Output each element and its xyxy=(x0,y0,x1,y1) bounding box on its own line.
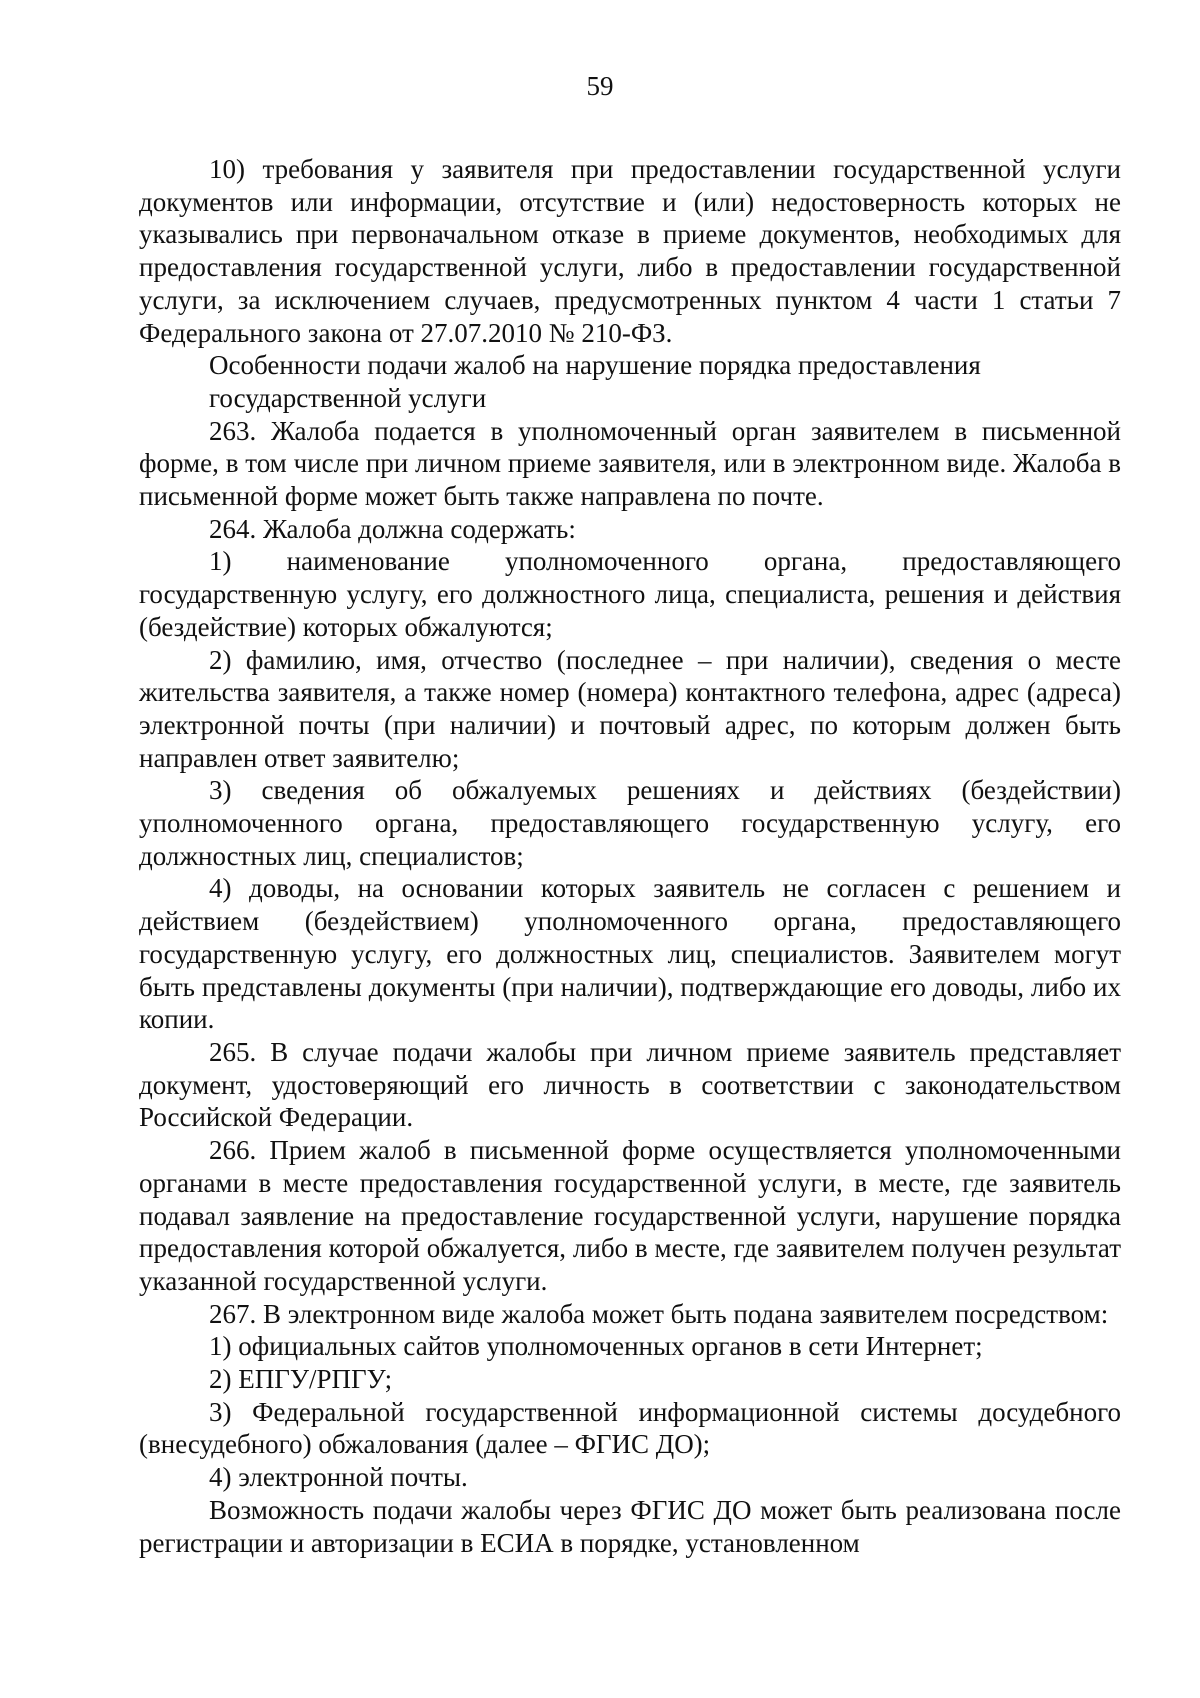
paragraph-264-item-2: 2) фамилию, имя, отчество (последнее – при наличии), сведения о месте жительства заявителя, а также номер (номера) контактного телефона, адрес (адреса) электронной почты (при наличии) и почтовый адрес, по которым должен быть направлен ответ заявителю; xyxy=(139,644,1121,773)
paragraph-267-item-3: 3) Федеральной государственной информационной системы досудебного (внесудебного) обжалования (далее – ФГИС ДО); xyxy=(139,1396,1121,1460)
paragraph-265: 265. В случае подачи жалобы при личном приеме заявитель представляет документ, удостоверяющий его личность в соответствии с законодательством Российской Федерации. xyxy=(139,1036,1121,1133)
section-heading-line-2: государственной услуги xyxy=(209,382,487,413)
page-number: 59 xyxy=(586,71,614,101)
paragraph-264-item-3: 3) сведения об обжалуемых решениях и действиях (бездействии) уполномоченного органа, предоставляющего государственную услугу, его должностных лиц, специалистов; xyxy=(139,775,1121,871)
section-heading-line-1: Особенности подачи жалоб на нарушение порядка предоставления xyxy=(209,350,981,381)
paragraph-fgis-do: Возможность подачи жалобы через ФГИС ДО может быть реализована после регистрации и авторизации в ЕСИА в порядке, установленном xyxy=(139,1494,1121,1558)
paragraph-264-item-1: 1) наименование уполномоченного органа, предоставляющего государственную услугу, его должностного лица, специалиста, решения и действия (бездействие) которых обжалуются; xyxy=(139,546,1121,642)
section-heading xyxy=(139,349,1121,414)
paragraph-267-item-1: 1) официальных сайтов уполномоченных органов в сети Интернет; xyxy=(209,1331,983,1362)
paragraph-264-item-4: 4) доводы, на основании которых заявитель не согласен с решением и действием (бездействием) уполномоченного органа, предоставляющего государственную услугу, его должностных лиц, специалистов. Заявителем могут быть представлены документы (при наличии), подтверждающие его доводы, либо их копии. xyxy=(139,873,1121,1035)
paragraph-264: 264. Жалоба должна содержать: xyxy=(209,513,576,544)
paragraph-263: 263. Жалоба подается в уполномоченный орган заявителем в письменной форме, в том числе при личном приеме заявителя, или в электронном виде. Жалоба в письменной форме может быть также направлена по почте. xyxy=(139,415,1121,512)
paragraph-267: 267. В электронном виде жалоба может быть подана заявителем посредством: xyxy=(209,1298,1109,1329)
paragraph-267-item-4: 4) электронной почты. xyxy=(209,1462,468,1493)
paragraph-item-10: 10) требования у заявителя при предоставлении государственной услуги документов или информации, отсутствие и (или) недостоверность которых не указывались при первоначальном отказе в приеме документов, необходимых для предоставления государственной услуги, либо в предоставлении государственной услуги, за исключением случаев, предусмотренных пунктом 4 части 1 статьи 7 Федерального закона от 27.07.2010 № 210-ФЗ. xyxy=(139,154,1121,348)
paragraph-266: 266. Прием жалоб в письменной форме осуществляется уполномоченными органами в месте предоставления государственной услуги, в месте, где заявитель подавал заявление на предоставление государственной услуги, нарушение порядка предоставления которой обжалуется, либо в месте, где заявителем получен результат указанной государственной услуги. xyxy=(139,1135,1121,1296)
document-body xyxy=(139,153,1121,1559)
paragraph-267-item-2: 2) ЕПГУ/РПГУ; xyxy=(209,1364,393,1395)
